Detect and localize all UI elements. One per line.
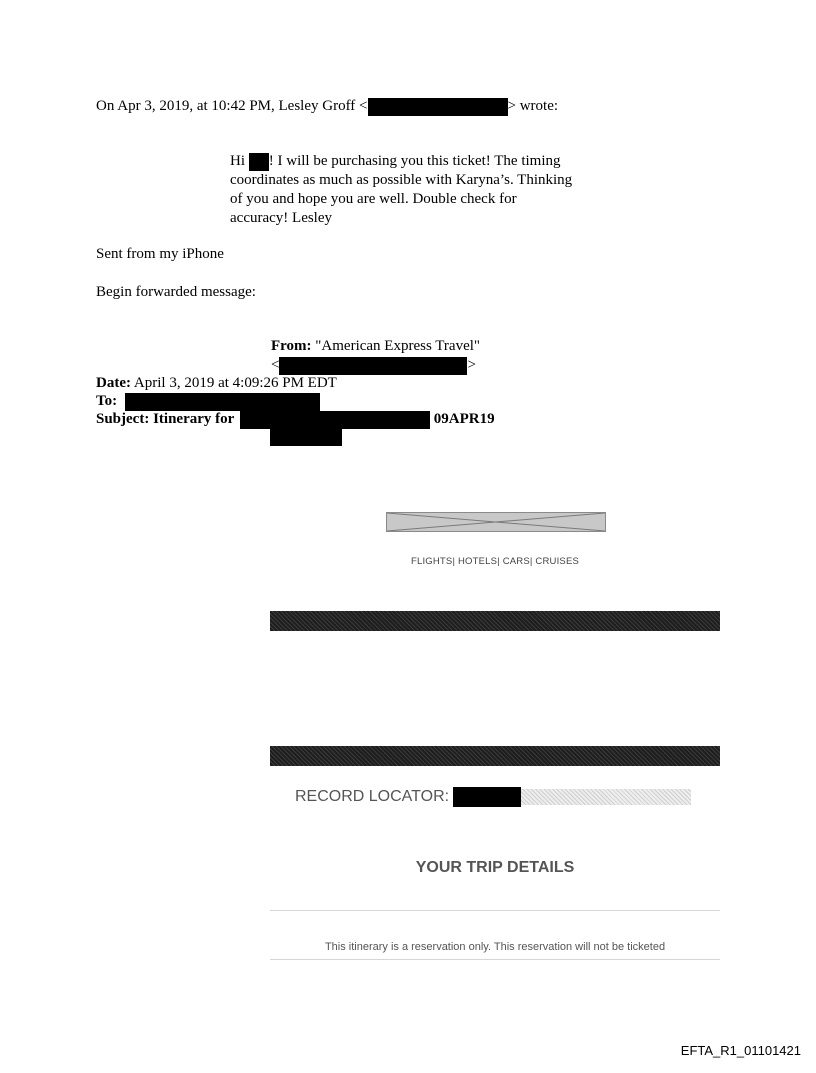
from-value: "American Express Travel"	[315, 338, 481, 354]
redacted-to	[125, 393, 320, 411]
nav-links[interactable]: FLIGHTS| HOTELS| CARS| CRUISES	[410, 556, 580, 567]
divider-bottom	[270, 959, 720, 960]
date-value: April 3, 2019 at 4:09:26 PM EDT	[133, 375, 337, 391]
redacted-subject-continuation	[270, 428, 342, 446]
from-close-bracket: >	[467, 357, 476, 373]
redacted-subject	[240, 411, 430, 429]
record-locator-label: RECORD LOCATOR:	[295, 788, 450, 806]
from-open-bracket: <	[271, 357, 280, 373]
subject-label: Subject: Itinerary for	[96, 411, 235, 427]
quoted-line-4: accuracy! Lesley	[230, 210, 333, 226]
broken-logo-image	[386, 512, 606, 532]
quoted-line-3: of you and hope you are well. Double check for	[230, 191, 517, 207]
divider-top	[270, 910, 720, 911]
reply-header-prefix: On Apr 3, 2019, at 10:42 PM, Lesley Groff <	[96, 98, 368, 114]
record-locator	[295, 787, 691, 807]
quoted-message	[230, 152, 600, 228]
redacted-name	[249, 153, 269, 171]
forward-intro: Begin forwarded message:	[96, 284, 256, 300]
record-locator-shading	[521, 789, 691, 805]
redacted-from-email	[279, 357, 467, 375]
date-label: Date:	[96, 375, 131, 391]
quoted-line-1	[230, 152, 600, 171]
quoted-line-1-text: ! I will be purchasing you this ticket! The timing	[268, 153, 561, 169]
mid-banner	[270, 746, 720, 766]
from-email-line	[271, 356, 476, 375]
trip-details-heading: YOUR TRIP DETAILS	[415, 859, 575, 876]
redacted-email	[368, 98, 508, 116]
top-banner	[270, 611, 720, 631]
subject-suffix: 09APR19	[433, 411, 495, 427]
from-line	[271, 337, 480, 356]
from-label: From:	[271, 338, 312, 354]
greeting: Hi	[230, 153, 245, 169]
quoted-line-2: coordinates as much as possible with Karyna’s. Thinking	[230, 172, 573, 188]
disclaimer: This itinerary is a reservation only. This reservation will not be ticketed	[324, 941, 666, 953]
signature: Sent from my iPhone	[96, 246, 224, 262]
bates-number: EFTA_R1_01101421	[680, 1043, 801, 1058]
date-line	[96, 374, 337, 393]
redacted-record-locator	[453, 787, 521, 807]
to-label: To:	[96, 393, 118, 409]
reply-header-suffix: > wrote:	[507, 98, 559, 114]
to-line	[96, 392, 320, 411]
subject-line	[96, 410, 495, 429]
reply-header	[96, 97, 558, 116]
